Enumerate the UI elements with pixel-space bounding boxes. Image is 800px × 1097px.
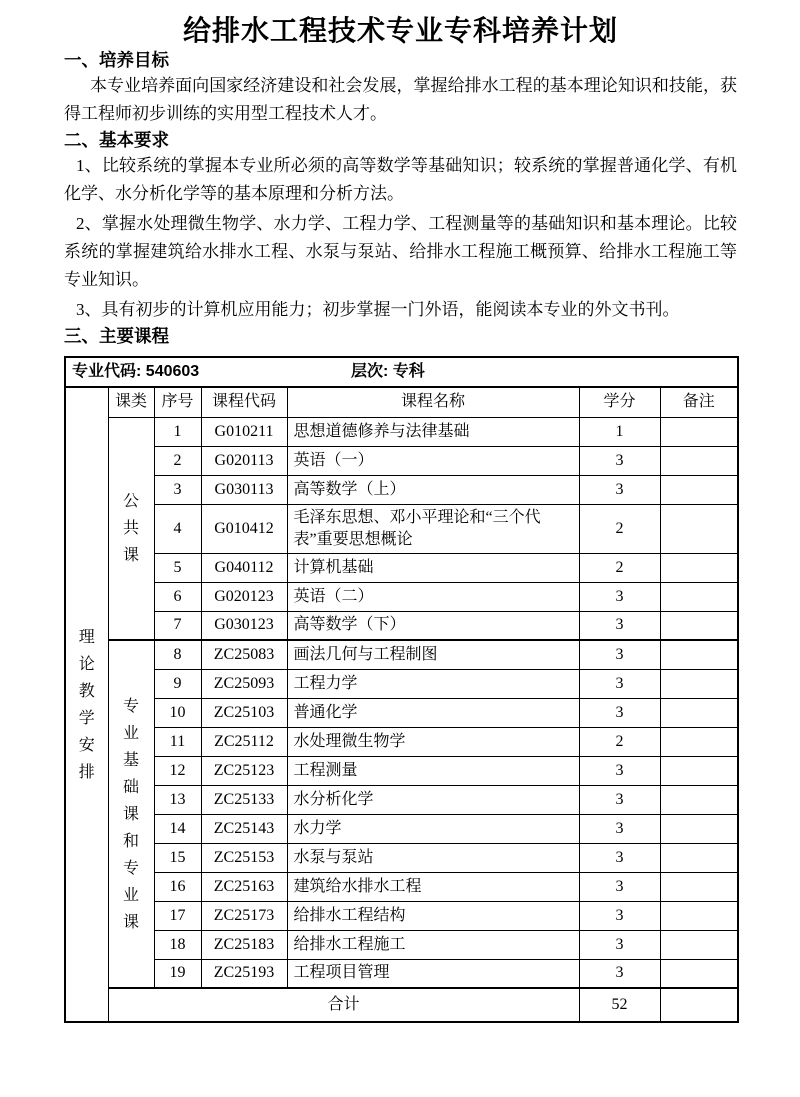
- course-category-label: 专业基础课和专业课: [122, 697, 139, 931]
- course-name-cell: 英语（二）: [287, 582, 579, 611]
- course-row: [65, 611, 738, 640]
- total-credits-cell: 52: [579, 988, 660, 1022]
- course-name-cell: 思想道德修养与法律基础: [287, 417, 579, 446]
- course-row: [65, 930, 738, 959]
- course-name-cell: 水泵与泵站: [287, 843, 579, 872]
- course-category-label: 公共课: [122, 492, 139, 564]
- course-seq-cell: 12: [154, 756, 201, 785]
- course-note-cell: [660, 553, 738, 582]
- course-seq-cell: 10: [154, 698, 201, 727]
- course-seq-cell: 15: [154, 843, 201, 872]
- level-value: 专科: [392, 363, 425, 380]
- course-code-cell: ZC25183: [201, 930, 287, 959]
- course-code-cell: ZC25153: [201, 843, 287, 872]
- course-seq-cell: 17: [154, 901, 201, 930]
- course-plan-table: [64, 356, 739, 1023]
- course-row: [65, 553, 738, 582]
- course-seq-cell: 2: [154, 446, 201, 475]
- course-name-cell: 水处理微生物学: [287, 727, 579, 756]
- course-name-cell: 建筑给水排水工程: [287, 872, 579, 901]
- major-code-label: 专业代码:: [72, 363, 142, 380]
- course-row: [65, 475, 738, 504]
- row-group-label-cell: [65, 387, 108, 1022]
- course-seq-cell: 6: [154, 582, 201, 611]
- paragraph-training-goal: 本专业培养面向国家经济建设和社会发展，掌握给排水工程的基本理论知识和技能，获得工程师初步训练的实用型工程技术人才。: [64, 76, 737, 123]
- total-note-cell: [660, 988, 738, 1022]
- course-name-cell: 工程力学: [287, 669, 579, 698]
- course-code-cell: G040112: [201, 553, 287, 582]
- course-row: [65, 785, 738, 814]
- course-code-cell: ZC25173: [201, 901, 287, 930]
- course-name-cell: 画法几何与工程制图: [287, 640, 579, 669]
- course-row: [65, 669, 738, 698]
- section-heading-main-courses: 三、主要课程: [64, 326, 169, 346]
- course-note-cell: [660, 640, 738, 669]
- course-note-cell: [660, 727, 738, 756]
- course-credit-cell: 3: [579, 814, 660, 843]
- course-credit-cell: 2: [579, 504, 660, 553]
- course-seq-cell: 3: [154, 475, 201, 504]
- course-code-cell: G020113: [201, 446, 287, 475]
- course-credit-cell: 3: [579, 843, 660, 872]
- course-row: [65, 843, 738, 872]
- course-row: [65, 872, 738, 901]
- course-credit-cell: 3: [579, 582, 660, 611]
- course-credit-cell: 1: [579, 417, 660, 446]
- course-note-cell: [660, 785, 738, 814]
- col-header-course-code: 课程代码: [201, 387, 287, 417]
- table-header-row: [65, 387, 738, 417]
- course-row: [65, 504, 738, 553]
- course-code-cell: ZC25163: [201, 872, 287, 901]
- course-name-cell: 普通化学: [287, 698, 579, 727]
- course-seq-cell: 16: [154, 872, 201, 901]
- course-credit-cell: 2: [579, 553, 660, 582]
- course-code-cell: G020123: [201, 582, 287, 611]
- requirement-item-3: 3、具有初步的计算机应用能力；初步掌握一门外语，能阅读本专业的外文书刊。: [76, 300, 680, 319]
- course-note-cell: [660, 872, 738, 901]
- course-name-cell: 毛泽东思想、邓小平理论和“三个代表”重要思想概论: [287, 504, 579, 553]
- page-title: 给排水工程技术专业专科培养计划: [182, 15, 618, 46]
- course-note-cell: [660, 475, 738, 504]
- section-heading-training-goal: 一、培养目标: [64, 50, 169, 70]
- col-header-credits: 学分: [579, 387, 660, 417]
- course-row: [65, 901, 738, 930]
- course-credit-cell: 3: [579, 756, 660, 785]
- course-row: [65, 417, 738, 446]
- course-seq-cell: 9: [154, 669, 201, 698]
- table-meta-row: [65, 357, 738, 387]
- course-row: [65, 698, 738, 727]
- course-credit-cell: 3: [579, 785, 660, 814]
- col-header-category: 课类: [108, 387, 154, 417]
- requirement-item-1: 1、比较系统的掌握本专业所必须的高等数学等基础知识；较系统的掌握普通化学、有机化学、水分析化学等的基本原理和分析方法。: [64, 156, 737, 203]
- course-credit-cell: 3: [579, 446, 660, 475]
- course-row: [65, 640, 738, 669]
- course-name-cell: 给排水工程施工: [287, 930, 579, 959]
- major-code-value: 540603: [145, 363, 200, 380]
- course-seq-cell: 8: [154, 640, 201, 669]
- row-group-label: 理论教学安排: [78, 628, 95, 781]
- course-name-cell: 高等数学（上）: [287, 475, 579, 504]
- course-category-cell: [108, 640, 154, 988]
- course-row: [65, 582, 738, 611]
- course-credit-cell: 3: [579, 698, 660, 727]
- course-credit-cell: 3: [579, 475, 660, 504]
- course-seq-cell: 1: [154, 417, 201, 446]
- course-row: [65, 727, 738, 756]
- course-row: [65, 959, 738, 988]
- col-header-note: 备注: [660, 387, 738, 417]
- course-name-cell: 英语（一）: [287, 446, 579, 475]
- course-code-cell: G030123: [201, 611, 287, 640]
- col-header-seq: 序号: [154, 387, 201, 417]
- course-note-cell: [660, 611, 738, 640]
- course-code-cell: ZC25123: [201, 756, 287, 785]
- course-row: [65, 446, 738, 475]
- course-seq-cell: 11: [154, 727, 201, 756]
- course-category-cell: [108, 417, 154, 640]
- course-code-cell: ZC25093: [201, 669, 287, 698]
- course-name-cell: 水分析化学: [287, 785, 579, 814]
- course-credit-cell: 3: [579, 640, 660, 669]
- course-note-cell: [660, 417, 738, 446]
- requirement-item-2: 2、掌握水处理微生物学、水力学、工程力学、工程测量等的基础知识和基本理论。比较系统的掌握建筑给水排水工程、水泵与泵站、给排水工程施工概预算、给排水工程施工等专业知识。: [64, 214, 737, 289]
- course-seq-cell: 14: [154, 814, 201, 843]
- level-group: [351, 361, 425, 383]
- course-credit-cell: 3: [579, 959, 660, 988]
- course-note-cell: [660, 582, 738, 611]
- course-note-cell: [660, 901, 738, 930]
- course-name-cell: 工程项目管理: [287, 959, 579, 988]
- course-code-cell: ZC25103: [201, 698, 287, 727]
- course-seq-cell: 18: [154, 930, 201, 959]
- course-note-cell: [660, 669, 738, 698]
- table-meta-cell: [65, 357, 738, 387]
- section-heading-basic-requirements: 二、基本要求: [64, 130, 169, 150]
- course-note-cell: [660, 504, 738, 553]
- course-code-cell: ZC25143: [201, 814, 287, 843]
- course-seq-cell: 4: [154, 504, 201, 553]
- course-code-cell: G010211: [201, 417, 287, 446]
- course-name-cell: 高等数学（下）: [287, 611, 579, 640]
- course-code-cell: ZC25083: [201, 640, 287, 669]
- course-seq-cell: 13: [154, 785, 201, 814]
- course-seq-cell: 19: [154, 959, 201, 988]
- course-note-cell: [660, 446, 738, 475]
- course-code-cell: G030113: [201, 475, 287, 504]
- course-credit-cell: 2: [579, 727, 660, 756]
- course-credit-cell: 3: [579, 669, 660, 698]
- course-note-cell: [660, 698, 738, 727]
- course-note-cell: [660, 930, 738, 959]
- course-credit-cell: 3: [579, 901, 660, 930]
- course-credit-cell: 3: [579, 872, 660, 901]
- course-row: [65, 814, 738, 843]
- course-note-cell: [660, 959, 738, 988]
- course-seq-cell: 7: [154, 611, 201, 640]
- course-name-cell: 水力学: [287, 814, 579, 843]
- course-code-cell: ZC25112: [201, 727, 287, 756]
- course-code-cell: ZC25193: [201, 959, 287, 988]
- course-row: [65, 756, 738, 785]
- col-header-course-name: 课程名称: [287, 387, 579, 417]
- course-note-cell: [660, 814, 738, 843]
- course-code-cell: G010412: [201, 504, 287, 553]
- course-note-cell: [660, 843, 738, 872]
- level-label: 层次:: [351, 363, 389, 380]
- course-credit-cell: 3: [579, 930, 660, 959]
- course-name-cell: 工程测量: [287, 756, 579, 785]
- total-label-cell: 合计: [108, 988, 579, 1022]
- course-code-cell: ZC25133: [201, 785, 287, 814]
- course-name-cell: 计算机基础: [287, 553, 579, 582]
- course-name-cell: 给排水工程结构: [287, 901, 579, 930]
- course-note-cell: [660, 756, 738, 785]
- total-row: [65, 988, 738, 1022]
- course-credit-cell: 3: [579, 611, 660, 640]
- course-seq-cell: 5: [154, 553, 201, 582]
